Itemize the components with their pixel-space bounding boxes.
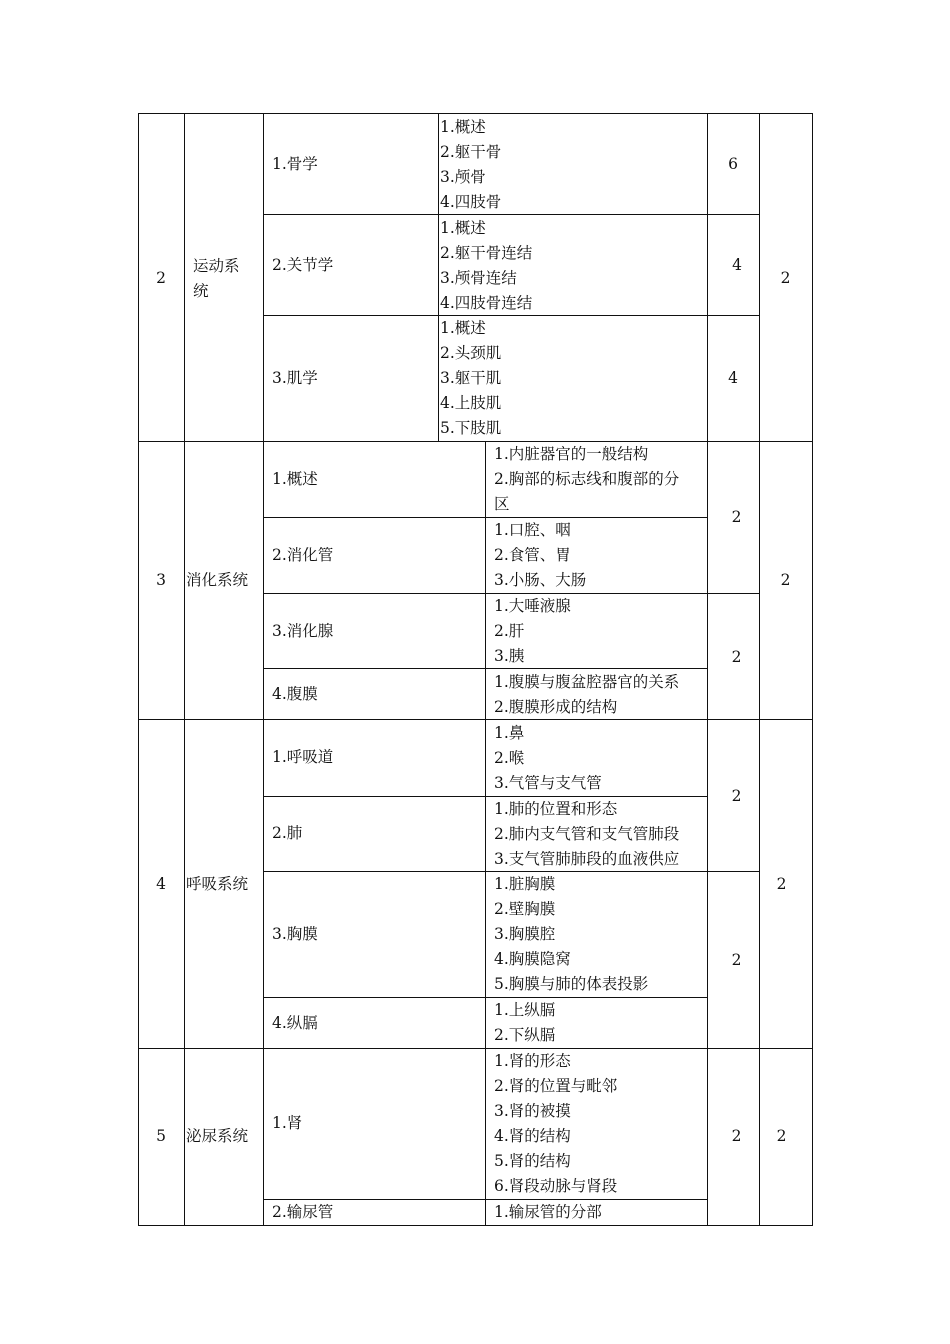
topic-title: 3.胸膜 [272,925,318,943]
topic-hours: 2 [731,508,742,526]
topic-items: 1.大唾液腺 2.肝 3.胰 [494,597,571,665]
topic-hours: 6 [728,155,738,173]
topic-title: 1.概述 [272,470,318,488]
section-total-hours: 2 [776,1127,787,1145]
section-number: 4 [156,875,166,893]
section-total-hours: 2 [776,875,787,893]
topic-items: 1.脏胸膜 2.壁胸膜 3.胸膜腔 4.胸膜隐窝 5.胸膜与肺的体表投影 [494,875,649,993]
topic-title: 1.呼吸道 [272,748,334,766]
topic-title: 3.消化腺 [272,622,334,640]
section-name: 呼吸系统 [186,875,249,893]
topic-items: 1.概述 2.躯干骨连结 3.颅骨连结 4.四肢骨连结 [440,219,533,312]
topic-items: 1.上纵膈 2.下纵膈 [494,1001,556,1044]
topic-title: 1.肾 [272,1114,303,1132]
topic-title: 3.肌学 [272,369,318,387]
border-right [812,113,813,1226]
topic-title: 4.腹膜 [272,685,318,703]
topic-items: 1.概述 2.头颈肌 3.躯干肌 4.上肢肌 5.下肢肌 [440,319,502,437]
border-bottom [138,1225,813,1226]
section-line [138,441,813,442]
section-name: 消化系统 [186,571,249,589]
row-line [263,214,759,215]
border-col-2 [263,113,264,1226]
section-total-hours: 2 [780,269,791,287]
topic-title: 2.消化管 [272,546,334,564]
topic-title: 2.输尿管 [272,1203,334,1221]
topic-title: 1.骨学 [272,155,318,173]
topic-items: 1.概述 2.躯干骨 3.颅骨 4.四肢骨 [440,118,502,211]
topic-hours: 4 [728,369,738,387]
topic-items: 1.肾的形态 2.肾的位置与毗邻 3.肾的被摸 4.肾的结构 5.肾的结构 6.肾段动脉与肾段 [494,1052,618,1195]
row-line [263,517,707,518]
topic-hours: 4 [732,256,742,274]
topic-hours: 2 [731,951,742,969]
section-line [138,1048,813,1049]
topic-items: 1.内脏器官的一般结构 2.胸部的标志线和腹部的分 区 [494,445,680,513]
section-number: 2 [156,269,166,287]
border-content-rest [485,441,486,1226]
topic-title: 2.肺 [272,824,303,842]
topic-items: 1.输尿管的分部 [494,1203,602,1221]
border-content-sec2 [438,113,439,441]
section-number: 5 [156,1127,166,1145]
topic-hours: 2 [731,648,742,666]
topic-title: 4.纵膈 [272,1014,318,1032]
topic-hours: 2 [731,1127,742,1145]
topic-title: 2.关节学 [272,256,334,274]
topic-hours: 2 [731,787,742,805]
section-total-hours: 2 [780,571,791,589]
topic-items: 1.口腔、咽 2.食管、胃 3.小肠、大肠 [494,521,587,589]
topic-items: 1.肺的位置和形态 2.肺内支气管和支气管肺段 3.支气管肺肺段的血液供应 [494,800,680,868]
section-line [138,719,813,720]
row-line [263,668,707,669]
section-name: 运动系 统 [193,257,240,300]
topic-items: 1.腹膜与腹盆腔器官的关系 2.腹膜形成的结构 [494,673,680,716]
section-name: 泌尿系统 [186,1127,249,1145]
border-col-1 [184,113,185,1226]
border-top [138,113,813,114]
section-number: 3 [156,571,166,589]
row-line [263,997,707,998]
topic-items: 1.鼻 2.喉 3.气管与支气管 [494,724,602,792]
